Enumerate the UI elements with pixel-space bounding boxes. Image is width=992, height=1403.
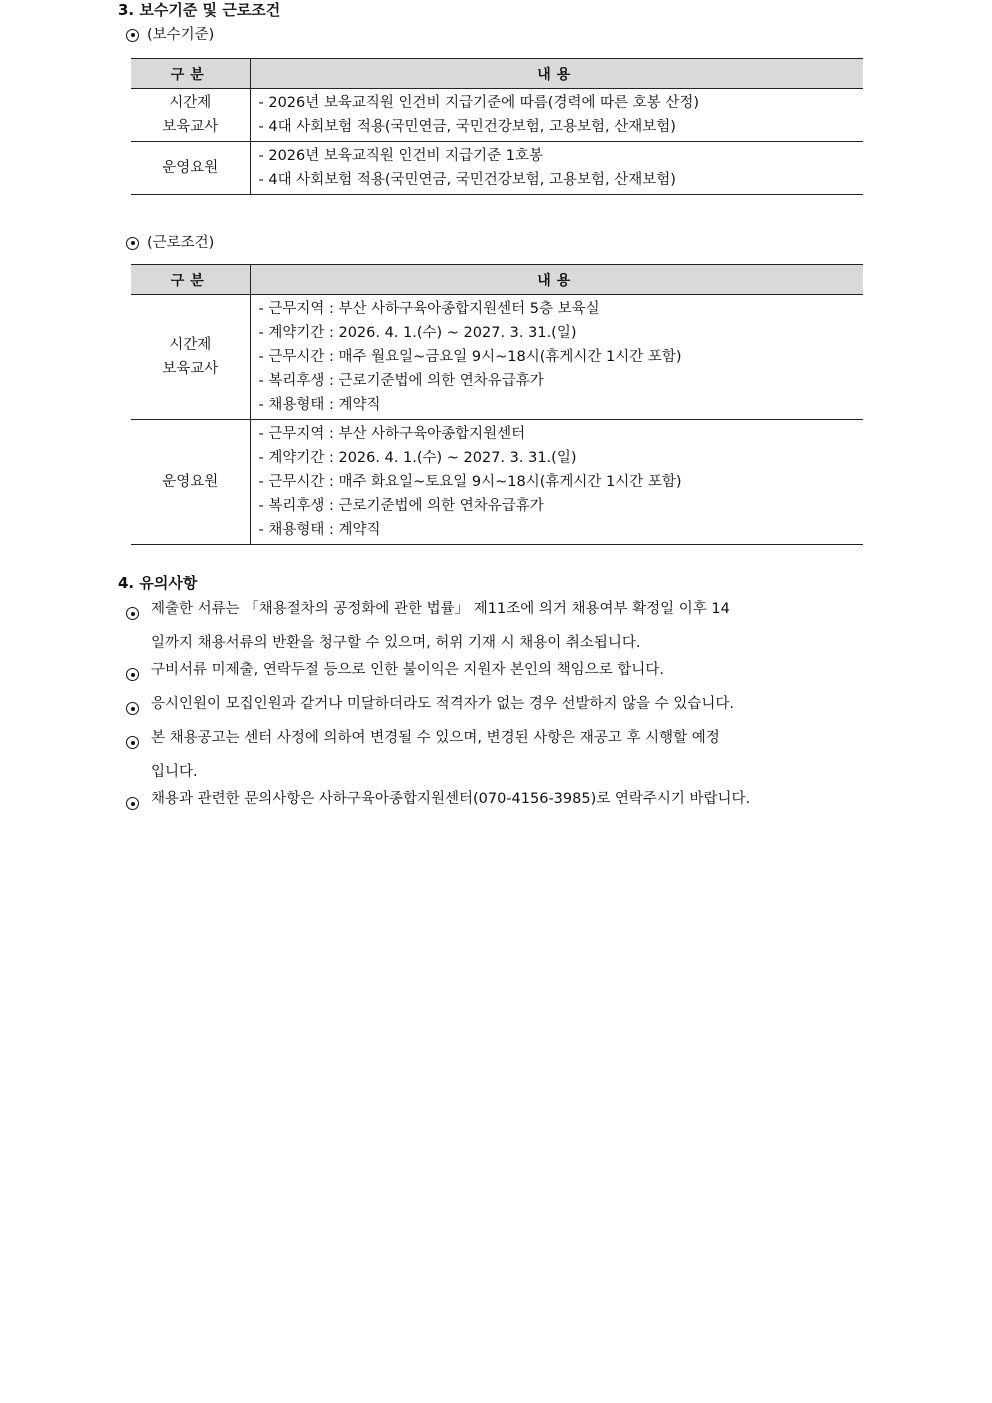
row-label: 시간제 보육교사 bbox=[131, 295, 250, 420]
circled-dot-icon bbox=[126, 702, 139, 715]
notice-continuation: 입니다. bbox=[151, 764, 198, 780]
table-row bbox=[131, 89, 863, 142]
work-table bbox=[131, 264, 863, 545]
circled-dot-icon bbox=[126, 29, 139, 42]
pay-table-header bbox=[131, 59, 863, 89]
notice-text: 제출한 서류는 「채용절차의 공정화에 관한 법률」 제11조에 의거 채용여부 확정일 이후 14 bbox=[151, 601, 730, 617]
circled-dot-icon bbox=[126, 797, 139, 810]
row-content: - 2026년 보육교직원 인건비 지급기준에 따름(경력에 따른 호봉 산정) - 4대 사회보험 적용(국민연금, 국민건강보험, 고용보험, 산재보험) bbox=[250, 89, 863, 142]
list-item bbox=[126, 596, 874, 630]
row-label: 운영요원 bbox=[131, 142, 250, 195]
row-label: 운영요원 bbox=[131, 420, 250, 545]
circled-dot-icon bbox=[126, 237, 139, 250]
section-3-title: 3. 보수기준 및 근로조건 bbox=[118, 1, 281, 19]
pay-table bbox=[131, 58, 863, 195]
table-row bbox=[131, 420, 863, 545]
row-label: 시간제 보육교사 bbox=[131, 89, 250, 142]
row-content: - 근무지역 : 부산 사하구육아종합지원센터 5층 보육실 - 계약기간 : 2026. 4. 1.(수) ~ 2027. 3. 31.(일) - 근무시간 : 매주 월요일~금요일 9시~18시(휴게시간 1시간 포함) - 복리후생 : 근로기준법에 의한 연차유급휴가 - 채용형태 : 계약직 bbox=[250, 295, 863, 420]
circled-dot-icon bbox=[126, 668, 139, 681]
list-item bbox=[126, 691, 874, 725]
pay-subtitle-row bbox=[126, 25, 214, 45]
list-item bbox=[126, 786, 874, 820]
notice-text: 응시인원이 모집인원과 같거나 미달하더라도 적격자가 없는 경우 선발하지 않을 수 있습니다. bbox=[151, 696, 734, 712]
header-category: 구분 bbox=[131, 265, 250, 295]
notice-text: 채용과 관련한 문의사항은 사하구육아종합지원센터(070-4156-3985)로 연락주시기 바랍니다. bbox=[151, 791, 751, 807]
circled-dot-icon bbox=[126, 607, 139, 620]
notice-continuation: 일까지 채용서류의 반환을 청구할 수 있으며, 허위 기재 시 채용이 취소됩니다. bbox=[151, 635, 641, 651]
notice-list bbox=[126, 596, 874, 820]
notice-text: 본 채용공고는 센터 사정에 의하여 변경될 수 있으며, 변경된 사항은 재공고 후 시행할 예정 bbox=[151, 730, 720, 746]
table-row bbox=[131, 295, 863, 420]
list-item bbox=[126, 725, 874, 759]
list-item bbox=[126, 657, 874, 691]
header-content: 내용 bbox=[250, 59, 863, 89]
pay-subtitle: (보수기준) bbox=[147, 27, 215, 43]
circled-dot-icon bbox=[126, 736, 139, 749]
section-4-title: 4. 유의사항 bbox=[118, 574, 198, 592]
row-content: - 근무지역 : 부산 사하구육아종합지원센터 - 계약기간 : 2026. 4. 1.(수) ~ 2027. 3. 31.(일) - 근무시간 : 매주 화요일~토요일 9시~18시(휴게시간 1시간 포함) - 복리후생 : 근로기준법에 의한 연차유급휴가 - 채용형태 : 계약직 bbox=[250, 420, 863, 545]
header-category: 구분 bbox=[131, 59, 250, 89]
row-content: - 2026년 보육교직원 인건비 지급기준 1호봉 - 4대 사회보험 적용(국민연금, 국민건강보험, 고용보험, 산재보험) bbox=[250, 142, 863, 195]
header-content: 내용 bbox=[250, 265, 863, 295]
table-row bbox=[131, 142, 863, 195]
work-subtitle: (근로조건) bbox=[147, 235, 215, 251]
work-table-header bbox=[131, 265, 863, 295]
notice-text: 구비서류 미제출, 연락두절 등으로 인한 불이익은 지원자 본인의 책임으로 합니다. bbox=[151, 662, 664, 678]
work-subtitle-row bbox=[126, 233, 214, 253]
